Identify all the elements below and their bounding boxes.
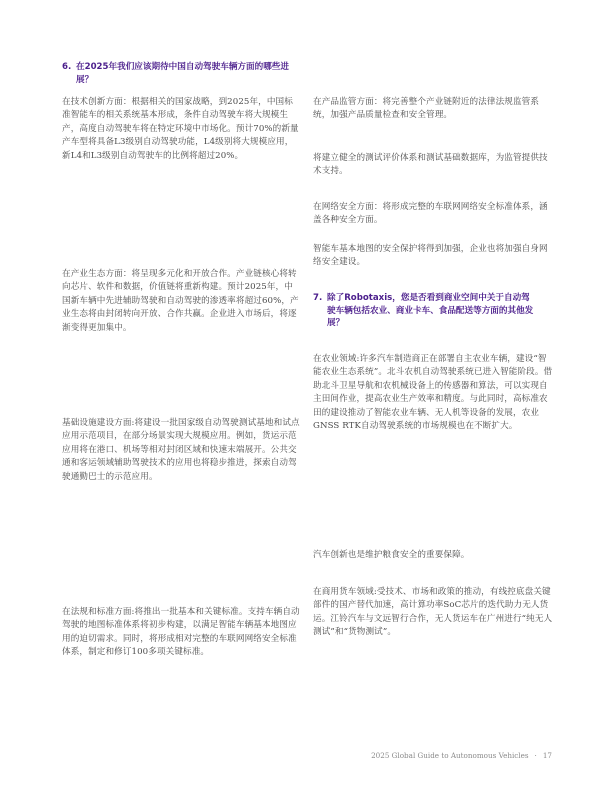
section-7-number: 7.	[313, 293, 323, 303]
paragraph-food-security: 汽车创新也是维护粮食安全的重要保障。	[313, 550, 470, 560]
paragraph-agriculture: 在农业领域:许多汽车制造商正在部署自主农业车辆，建设“智能农业生态系统”。北斗农机自动驾驶系统已进入智能阶段。借助北斗卫星导航和农机械设备上的传感器和算法，可以实现自主田间作业，提高农业生产效率和精度。与此同时，高标准农田的建设推动了智能农业车辆、无人机等设备的发展，农业GNSS RTK自动驾驶系统的市场规模也在不断扩大。	[313, 354, 553, 432]
footer-separator: ·	[534, 751, 537, 760]
section-6-title: 在2025年我们应该期待中国自动驾驶车辆方面的哪些进展？	[76, 62, 289, 85]
section-7-heading	[313, 292, 538, 330]
paragraph-tech-innovation: 在技术创新方面：根据相关的国家战略，到2025年，中国标准智能车的相关系统基本形成，条件自动驾驶车将大规模生产，高度自动驾驶车将在特定环境中市场化。预计70%的新量产车型将具备L3级别自动驾驶功能，L4级别将大规模应用，新L4和L3级别自动驾驶车的比例将超过20%。	[62, 97, 299, 161]
paragraph-product-supervision: 在产品监管方面：将完善整个产业链附近的法律法规监管系统，加强产品质量检查和安全管理。	[313, 97, 540, 121]
paragraph-regulation-standards: 在法规和标准方面:将推出一批基本和关键标准。支持车辆自动驾驶的地图标准体系将初步构建，以满足智能车辆基本地图应用的迫切需求。同时，将形成相对完整的车联网网络安全标准体系，制定和修订100多项关键标准。	[62, 607, 300, 658]
section-6-heading	[62, 61, 302, 86]
page-number: 17	[542, 751, 552, 760]
paragraph-industry-ecosystem: 在产业生态方面：将呈现多元化和开放合作。产业链核心将转向芯片、软件和数据，价值链将重新构建。预计2025年，中国新车辆中先进辅助驾驶和自动驾驶的渗透率将超过60%，产业生态将由封闭转向开放、合作共赢。企业进入市场后，将逐渐变得更加集中。	[62, 269, 299, 333]
paragraph-network-security: 在网络安全方面：将形成完整的车联网网络安全标准体系，涵盖各种安全方面。	[313, 202, 548, 226]
page-footer	[371, 751, 552, 760]
footer-title: 2025 Global Guide to Autonomous Vehicles	[371, 751, 529, 760]
section-7-title: 除了Robotaxis，您是否看到商业空间中关于自动驾驶车辆包括农业、商业卡车、食品配送等方面的其他发展？	[327, 293, 534, 329]
paragraph-infrastructure: 基础设施建设方面:将建设一批国家级自动驾驶测试基地和试点应用示范项目，在部分场景实现大规模应用。例如，货运示范应用将在港口、机场等相对封闭区域和快速末端展开。公共交通和客运领域辅助驾驶技术的应用也将稳步推进，探索自动驾驶通勤巴士的示范应用。	[62, 418, 300, 482]
section-6-number: 6.	[62, 62, 72, 72]
paragraph-commercial-freight: 在商用货车领域:受技术、市场和政策的推动，有线控底盘关键部件的国产替代加速，高计算功率SoC芯片的迭代助力无人货运。江铃汽车与文远智行合作，无人货运车在广州进行“纯无人测试”和“货物测试”。	[313, 587, 553, 638]
paragraph-testing-system: 将建立健全的测试评价体系和测试基础数据库，为监管提供技术支持。	[313, 153, 548, 177]
paragraph-map-security: 智能车基本地图的安全保护将得到加强，企业也将加强自身网络安全建设。	[313, 244, 548, 268]
